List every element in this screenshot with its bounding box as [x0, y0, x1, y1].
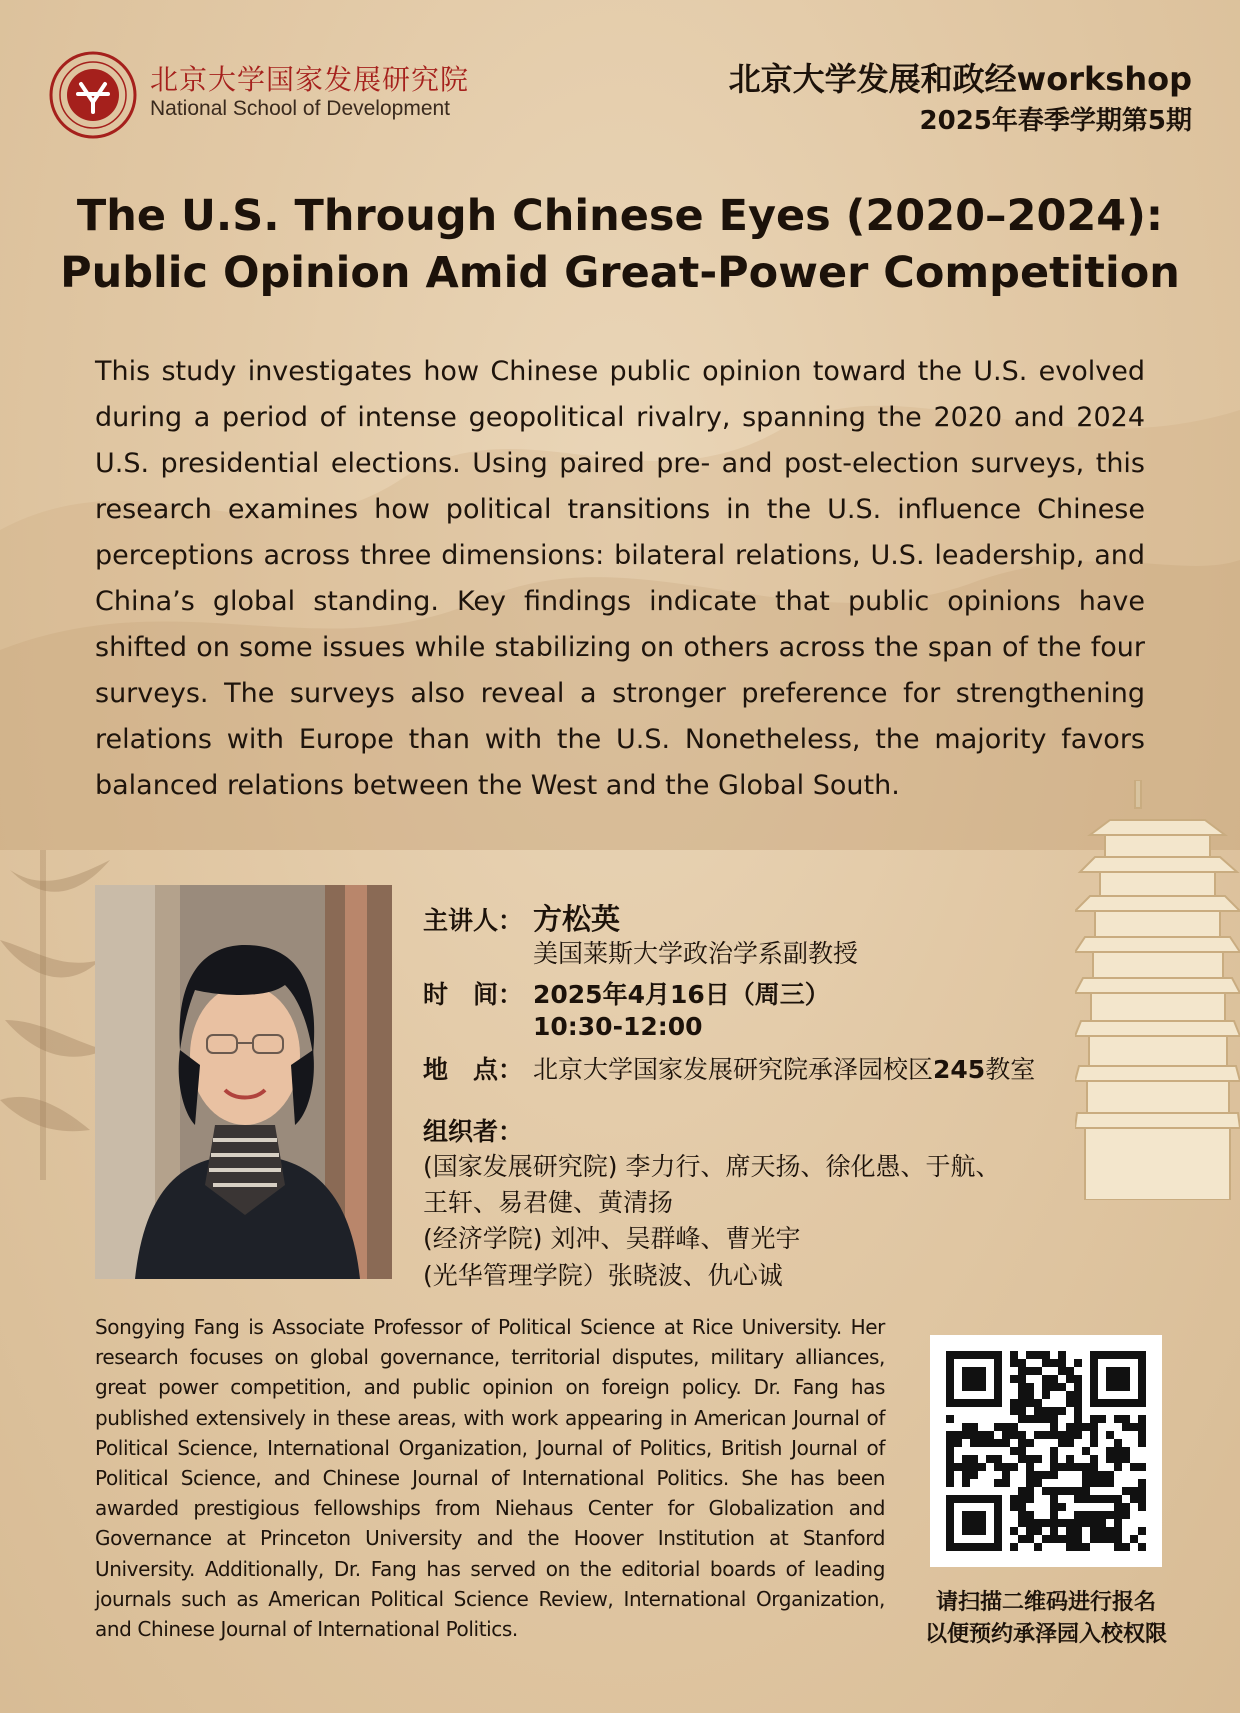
organizers-line: 王轩、易君健、黄清扬 [423, 1188, 674, 1217]
organizers-line: (光华管理学院）张晓波、仇心诚 [423, 1261, 783, 1290]
talk-date: 2025年4月16日（周三） [533, 980, 830, 1009]
pagoda-illustration [1075, 780, 1240, 1200]
location-row [423, 1050, 1035, 1086]
institution-name-cn: 北京大学国家发展研究院 [150, 63, 470, 96]
institution-name-en: National School of Development [150, 97, 451, 120]
pku-logo-icon [48, 50, 138, 140]
speaker-label: 主讲人： [423, 906, 524, 935]
talk-title-line2: Public Opinion Amid Great-Power Competition [60, 248, 1180, 298]
time-label: 时 间： [423, 980, 524, 1009]
speaker-name: 方松英 [533, 902, 621, 936]
time-row [423, 975, 830, 1011]
speaker-bio: Songying Fang is Associate Professor of Political Science at Rice University. Her research focuses on global governance, territorial disputes, military alliances, great power competition, and public opinion on foreign policy. Dr. Fang has published extensively in these areas, with work appearing in American Journal of Political Science, International Organization, Journal of Politics, British Journal of Political Science, and Chinese Journal of International Politics. She has been awarded prestigious fellowships from Niehaus Center for Globalization and Governance at Princeton University and the Hoover Institution at Stanford University. Additionally, Dr. Fang has served on the editorial boards of leading journals such as American Political Science Review, International Organization, and Chinese Journal of International Politics. [95, 1315, 885, 1642]
location-room-suffix: 教室 [985, 1055, 1036, 1084]
workshop-term: 2025年春季学期第5期 [919, 106, 1192, 136]
registration-qr-code[interactable] [930, 1335, 1162, 1567]
organizers-label: 组织者： [423, 1117, 524, 1146]
abstract: This study investigates how Chinese public opinion toward the U.S. evolved during a period of intense geopolitical rivalry, spanning the 2020 and 2024 U.S. presidential elections. Using paired pre- and post-election surveys, this research examines how political transitions in the U.S. influence Chinese perceptions across three dimensions: bilateral relations, U.S. leadership, and China’s global standing. Key findings indicate that public opinions have shifted on some issues while stabilizing on others across the span of the four surveys. The surveys also reveal a stronger preference for strengthening relations with Europe than with the U.S. Nonetheless, the majority favors balanced relations between the West and the Global South. [95, 356, 1145, 801]
qr-caption-line1: 请扫描二维码进行报名 [935, 1590, 1156, 1615]
location-room: 245 [933, 1055, 986, 1084]
qr-code-pattern [930, 1335, 1162, 1567]
speaker-row [423, 897, 620, 938]
organizers-line: (经济学院) 刘冲、吴群峰、曹光宇 [423, 1224, 801, 1253]
talk-title [60, 188, 1180, 302]
location-label: 地 点： [423, 1055, 524, 1084]
location-place: 北京大学国家发展研究院承泽园校区 [533, 1055, 934, 1084]
workshop-title: 北京大学发展和政经workshop [728, 60, 1192, 98]
speaker-photo [95, 885, 392, 1279]
talk-hours: 10:30-12:00 [533, 1012, 703, 1041]
qr-caption-line2: 以便预约承泽园入校权限 [924, 1622, 1167, 1647]
talk-title-line1: The U.S. Through Chinese Eyes (2020–2024): [76, 191, 1164, 241]
speaker-affiliation: 美国莱斯大学政治学系副教授 [533, 939, 859, 968]
organizers-line: (国家发展研究院) 李力行、席天扬、徐化愚、于航、 [423, 1152, 1001, 1181]
